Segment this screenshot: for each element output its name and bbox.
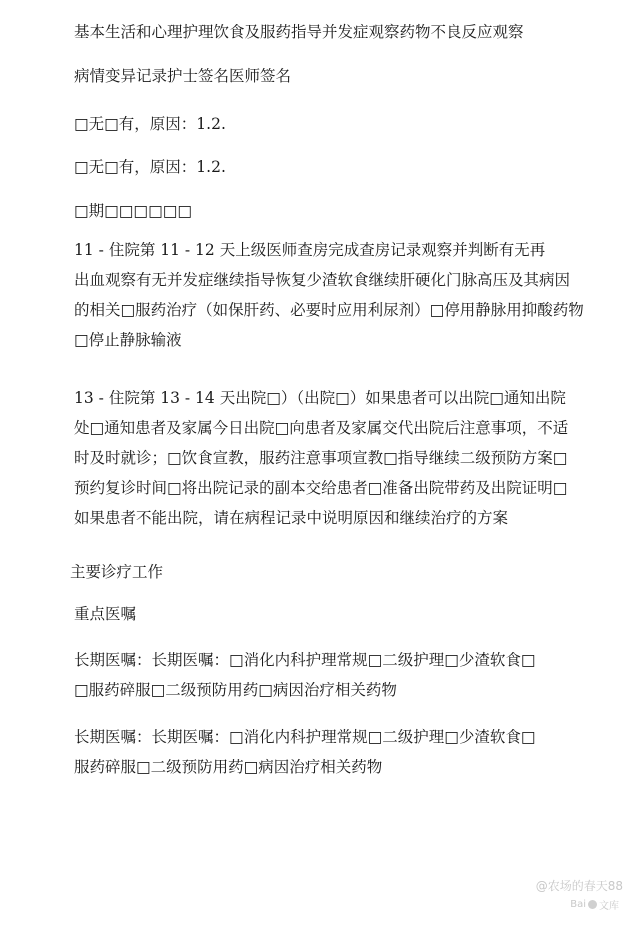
paragraph-day-11-12 <box>74 235 594 355</box>
paragraph-line: 如果患者不能出院，请在病程记录中说明原因和继续治疗的方案 <box>74 509 509 527</box>
logo-brand-text: Bai <box>570 899 586 910</box>
paragraph-line: 长期医嘱：长期医嘱：□消化内科护理常规□二级护理□少渣软食□ <box>74 728 536 746</box>
text-line-5: □期□□□□□□ <box>74 202 193 220</box>
paragraph-line: 11 - 住院第 11 - 12 天上级医师查房完成查房记录观察并判断有无再 <box>74 241 546 259</box>
paragraph-line: 服药碎服□二级预防用药□病因治疗相关药物 <box>74 758 383 776</box>
paragraph-line: 时及时就诊；□饮食宣教，服药注意事项宣教□指导继续二级预防方案□ <box>74 449 568 467</box>
watermark-username: @农场的春天88 <box>535 879 623 893</box>
heading-key-orders: 重点医嘱 <box>74 605 137 623</box>
paragraph-line: □服药碎服□二级预防用药□病因治疗相关药物 <box>74 681 397 699</box>
heading-main-work: 主要诊疗工作 <box>70 563 164 581</box>
paragraph-long-term-orders-2 <box>74 722 594 782</box>
paragraph-line: 出血观察有无并发症继续指导恢复少渣软食继续肝硬化门脉高压及其病因 <box>74 271 571 289</box>
paragraph-line: 预约复诊时间□将出院记录的副本交给患者□准备出院带药及出院证明□ <box>74 479 568 497</box>
logo-suffix-text: 文库 <box>599 901 619 912</box>
paragraph-line: 的相关□服药治疗（如保肝药、必要时应用利尿剂）□停用静脉用抑酸药物 <box>74 301 584 319</box>
paragraph-line: 长期医嘱：长期医嘱：□消化内科护理常规□二级护理□少渣软食□ <box>74 651 536 669</box>
text-line-1: 基本生活和心理护理饮食及服药指导并发症观察药物不良反应观察 <box>74 23 524 41</box>
text-line-2: 病情变异记录护士签名医师签名 <box>74 67 292 85</box>
paw-icon <box>588 900 597 909</box>
text-line-4: □无□有，原因：1.2. <box>74 158 226 176</box>
paragraph-day-13-14 <box>74 383 594 533</box>
paragraph-line: □停止静脉输液 <box>74 331 182 349</box>
text-line-3: □无□有，原因：1.2. <box>74 115 226 133</box>
paragraph-line: 处□通知患者及家属今日出院□向患者及家属交代出院后注意事项，不适 <box>74 419 569 437</box>
baidu-wenku-logo <box>570 897 619 912</box>
paragraph-line: 13 - 住院第 13 - 14 天出院□）（出院□）如果患者可以出院□通知出院 <box>74 389 566 407</box>
paragraph-long-term-orders-1 <box>74 645 594 705</box>
